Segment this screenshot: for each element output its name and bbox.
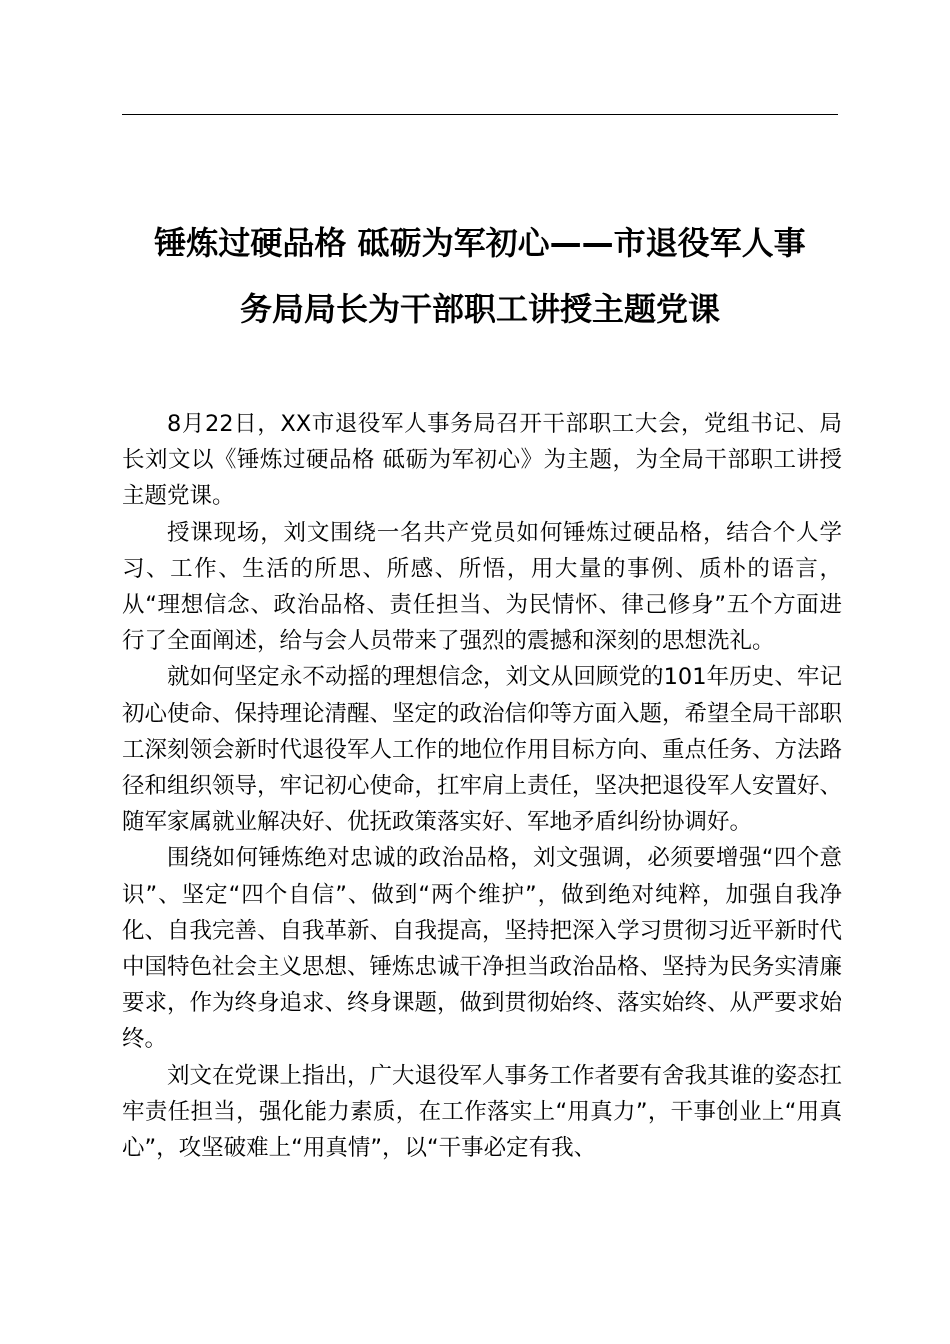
header-rule — [122, 114, 838, 115]
paragraph-2: 授课现场，刘文围绕一名共产党员如何锤炼过硬品格，结合个人学习、工作、生活的所思、所感、所悟，用大量的事例、质朴的语言，从“理想信念、政治品格、责任担当、为民情怀、律己修身”五个方面进行了全面阐述，给与会人员带来了强烈的震撼和深刻的思想洗礼。 — [122, 519, 842, 655]
title-line-2: 务局局长为干部职工讲授主题党课 — [239, 290, 720, 328]
title-line-1: 锤炼过硬品格 砥砺为军初心——市退役军人事 — [154, 224, 806, 262]
paragraph-5: 刘文在党课上指出，广大退役军人事务工作者要有舍我其谁的姿态扛牢责任担当，强化能力素质，在工作落实上“用真力”，干事创业上“用真心”，攻坚破难上“用真情”，以“干事必定有我、 — [122, 1062, 843, 1162]
paragraph-3: 就如何坚定永不动摇的理想信念，刘文从回顾党的101年历史、牢记初心使命、保持理论清醒、坚定的政治信仰等方面入题，希望全局干部职工深刻领会新时代退役军人工作的地位作用目标方向、重点任务、方法路径和组织领导，牢记初心使命，扛牢肩上责任，坚决把退役军人安置好、随军家属就业解决好、优抚政策落实好、军地矛盾纠纷协调好。 — [122, 664, 843, 836]
document-title — [110, 210, 850, 342]
paragraph-4: 围绕如何锤炼绝对忠诚的政治品格，刘文强调，必须要增强“四个意识”、坚定“四个自信”、做到“两个维护”，做到绝对纯粹，加强自我净化、自我完善、自我革新、自我提高，坚持把深入学习贯彻习近平新时代中国特色社会主义思想、锤炼忠诚干净担当政治品格、坚持为民务实清廉要求，作为终身追求、终身课题，做到贯彻始终、落实始终、从严要求始终。 — [122, 845, 843, 1053]
document-body — [122, 406, 842, 1166]
paragraph-1: 8月22日，XX市退役军人事务局召开干部职工大会，党组书记、局长刘文以《锤炼过硬品格 砥砺为军初心》为主题，为全局干部职工讲授主题党课。 — [122, 411, 842, 510]
